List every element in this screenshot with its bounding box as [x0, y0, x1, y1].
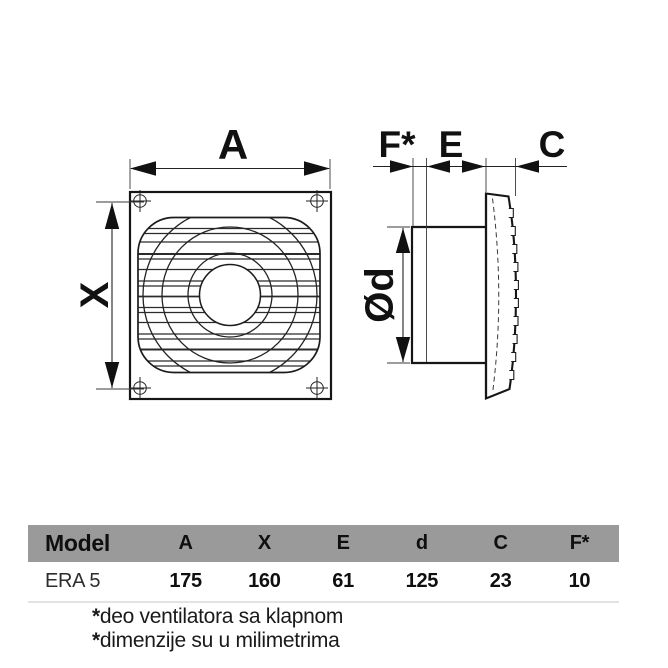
- panel-outline: [486, 194, 516, 399]
- side-view: [358, 124, 567, 399]
- dimension-d: [358, 227, 410, 363]
- col-header-model: Model: [45, 530, 110, 556]
- spec-table: [28, 525, 619, 603]
- cell-c: 23: [489, 570, 512, 592]
- spec-table-header: [28, 525, 619, 562]
- cell-d: 125: [405, 570, 439, 592]
- dimension-a: [130, 121, 330, 189]
- dimension-d-label: Ød: [358, 267, 402, 323]
- arrow-up-icon: [396, 228, 410, 253]
- arrow-left-icon: [130, 161, 156, 175]
- footnote-units: [92, 629, 343, 653]
- cell-e: 61: [332, 570, 354, 592]
- footnote-units-text: dimenzije su u milimetrima: [99, 628, 340, 652]
- col-header-d: d: [415, 532, 428, 554]
- dimension-x-label: X: [73, 281, 117, 309]
- footnote-flap-text: deo ventilatora sa klapnom: [99, 605, 344, 628]
- grille-hub: [200, 265, 261, 326]
- table-row: [28, 562, 619, 603]
- cell-a: 175: [169, 570, 202, 592]
- cell-f: 10: [568, 570, 591, 592]
- footnotes: [92, 605, 343, 652]
- footnote-flap: [92, 605, 343, 629]
- arrow-right-icon: [304, 161, 330, 175]
- col-header-f: F*: [569, 532, 590, 554]
- asterisk-marker: *: [92, 605, 100, 628]
- arrow-up-icon: [105, 203, 119, 229]
- cell-model: ERA 5: [45, 570, 101, 592]
- asterisk-marker: *: [92, 628, 100, 652]
- arrow-down-icon: [105, 362, 119, 388]
- front-view: [73, 121, 331, 399]
- arrow-down-icon: [396, 337, 410, 362]
- col-header-x: X: [257, 532, 271, 554]
- arrow-left-icon: [516, 160, 539, 173]
- dimension-f-label: F*: [378, 124, 416, 165]
- col-header-e: E: [336, 532, 350, 554]
- arrow-right-icon: [462, 160, 485, 173]
- dimension-c-label: C: [538, 124, 566, 165]
- duct-outline: [412, 227, 486, 363]
- cell-x: 160: [248, 570, 281, 592]
- col-header-a: A: [178, 532, 193, 554]
- col-header-c: C: [493, 532, 508, 554]
- dimension-a-label: A: [217, 121, 249, 168]
- dimension-e-label: E: [438, 124, 464, 165]
